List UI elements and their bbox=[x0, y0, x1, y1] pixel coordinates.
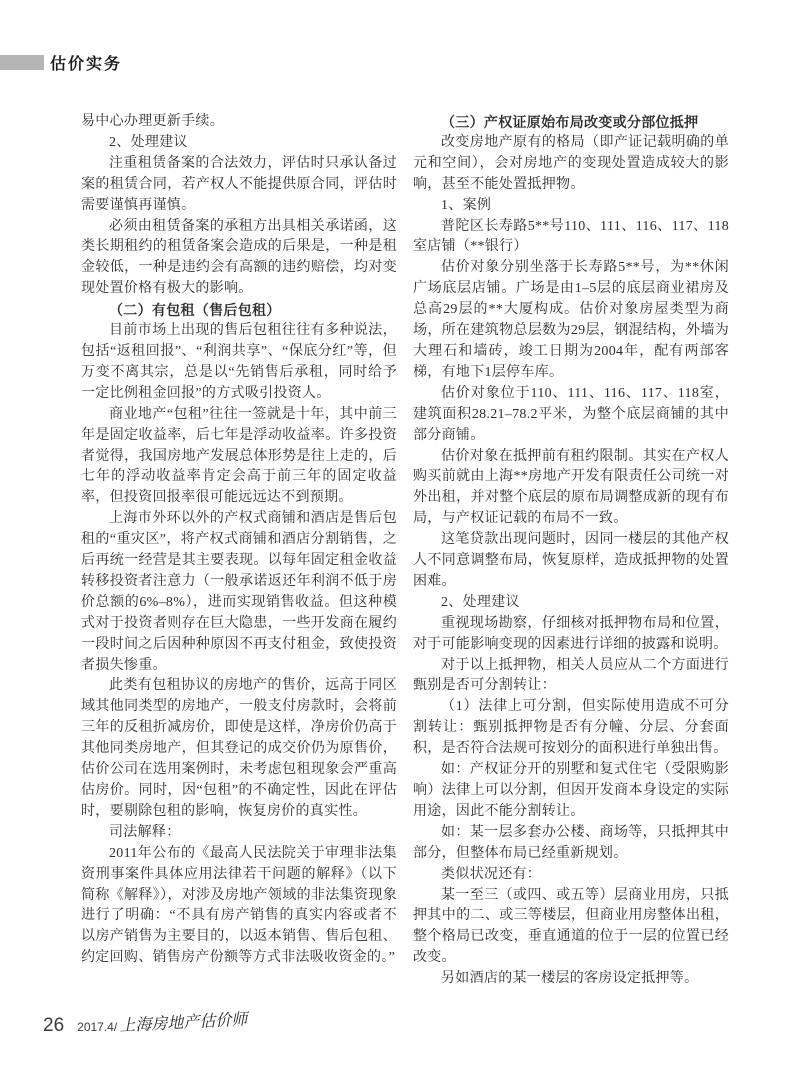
paragraph: （三）产权证原始布局改变或分部位抵押 bbox=[441, 114, 699, 130]
paragraph: 必须由租赁备案的承租方出具相关承诺函，这类长期租约的租赁备案会造成的后果是，一种是租金较低，一种是违约会有高额的违约赔偿，均对变现处置价格有极大的影响。 bbox=[81, 218, 397, 297]
paragraph: 这笔贷款出现问题时，因同一楼层的其他产权人不同意调整布局，恢复原样，造成抵押物的处置困难。 bbox=[413, 532, 729, 589]
paragraph: 2011年公布的《最高人民法院关于审理非法集资刑事案件具体应用法律若干问题的解释》（以下简称《解释》），对涉及房地产领域的非法集资现象进行了明确：“不具有房产销售的真实内容或者不以房产销售为主要目的，以返本销售、售后包租、约定回购、销售房产份额等方式非法吸收资金的。” bbox=[81, 845, 397, 966]
page-number: 26 bbox=[43, 1015, 65, 1036]
right-column bbox=[413, 112, 729, 990]
paragraph: 司法解释： bbox=[109, 824, 181, 840]
paragraph: 估价对象位于110、111、116、117、118室，建筑面积28.21–78.2平米，为整个底层商铺的其中部分商铺。 bbox=[413, 385, 729, 443]
journal-signature: 上海房地产估价师 bbox=[119, 1011, 248, 1036]
paragraph: 如：某一层多套办公楼、商场等，只抵押其中部分，但整体布局已经重新规划。 bbox=[413, 824, 729, 861]
issue-date: 2017.4/ bbox=[77, 1020, 118, 1034]
paragraph: （1）法律上可分割，但实际使用造成不可分割转让：甄别抵押物是否有分幢、分层、分套面积，是否符合法规可按划分的面积进行单独出售。 bbox=[413, 699, 729, 757]
paragraph: 目前市场上出现的售后包租往往有多种说法，包括“返租回报”、“利润共享”、“保底分红”等，但万变不离其宗，总是以“先销售后承租，同时给予一定比例租金回报”的方式吸引投资人。 bbox=[81, 323, 397, 401]
paragraph: 对于以上抵押物，相关人员应从二个方面进行甄别是否可分割转让： bbox=[413, 657, 729, 694]
paragraph: 1、案例 bbox=[441, 197, 492, 213]
left-column bbox=[81, 112, 397, 990]
paragraph: 另如酒店的某一楼层的客房设定抵押等。 bbox=[441, 971, 699, 987]
section-label: 估价实务 bbox=[50, 55, 123, 73]
paragraph: 类似状况还有： bbox=[441, 866, 542, 882]
paragraph: 改变房地产原有的格局（即产证记载明确的单元和空间），会对房地产的变现处置造成较大的影响，甚至不能处置抵押物。 bbox=[413, 134, 729, 192]
paragraph: 注重租赁备案的合法效力，评估时只承认备过案的租赁合同，若产权人不能提供原合同，评估时需要谨慎再谨慎。 bbox=[81, 155, 397, 213]
paragraph: 此类有包租协议的房地产的售价，远高于同区域其他同类型的房地产，一般支付房款时，会将前三年的反租折减房价，即使是这样，净房价仍高于其他同类房地产，但其登记的成交价仍为原售价，估价公司在选用案例时，未考虑包租现象会严重高估房价。同时，因“包租”的不确定性，因此在评估时，要剔除包租的影响，恢复房价的真实性。 bbox=[81, 678, 397, 819]
paragraph: 普陀区长寿路5**号110、111、116、117、118室店铺（**银行） bbox=[413, 218, 729, 255]
paragraph: 上海市外环以外的产权式商铺和酒店是售后包租的“重灾区”，将产权式商铺和酒店分割销售，之后再统一经营是其主要表现。以每年固定租金收益转移投资者注意力（一般承诺返还年利润不低于房价总额的6%–8%），进而实现销售收益。但这种模式对于投资者则存在巨大隐患，一些开发商在履约一段时间之后因种种原因不再支付租金，致使投资者损失惨重。 bbox=[81, 511, 397, 673]
paragraph: 某一至三（或四、或五等）层商业用房，只抵押其中的二、或三等楼层，但商业用房整体出租，整个格局已改变，垂直通道的位于一层的位置已经改变。 bbox=[413, 887, 729, 966]
paragraph: 如：产权证分开的别墅和复式住宅（受限购影响）法律上可以分割，但因开发商本身设定的实际用途，因此不能分割转让。 bbox=[413, 762, 729, 819]
paragraph: （二）有包租（售后包租） bbox=[109, 302, 281, 319]
page-footer bbox=[43, 1013, 248, 1037]
paragraph: 估价对象分别坐落于长寿路5**号，为**休闲广场底层店铺。广场是由1–5层的底层商业裙房及总高29层的**大厦构成。估价对象房屋类型为商场，所在建筑物总层数为29层，钢混结构，外墙为大理石和墙砖，竣工日期为2004年，配有两部客梯，有地下1层停车库。 bbox=[413, 260, 729, 380]
paragraph: 易中心办理更新手续。 bbox=[81, 114, 224, 129]
header-tag-bar bbox=[0, 55, 44, 70]
paragraph: 商业地产“包租”往往一签就是十年，其中前三年是固定收益率，后七年是浮动收益率。许多投资者觉得，我国房地产发展总体形势是往上走的，后七年的浮动收益率肯定会高于前三年的固定收益率，但投资回报率很可能远远达不到预期。 bbox=[81, 406, 397, 506]
article-body bbox=[81, 112, 729, 990]
page-header bbox=[0, 53, 122, 71]
paragraph: 2、处理建议 bbox=[441, 594, 520, 610]
paragraph: 估价对象在抵押前有租约限制。其实在产权人购买前就由上海**房地产开发有限责任公司统一对外出租，并对整个底层的原布局调整成新的现有布局，与产权证记载的布局不一致。 bbox=[413, 448, 729, 527]
paragraph: 重视现场勘察，仔细核对抵押物布局和位置，对于可能影响变现的因素进行详细的披露和说明。 bbox=[413, 615, 729, 652]
paragraph: 2、处理建议 bbox=[109, 134, 188, 150]
